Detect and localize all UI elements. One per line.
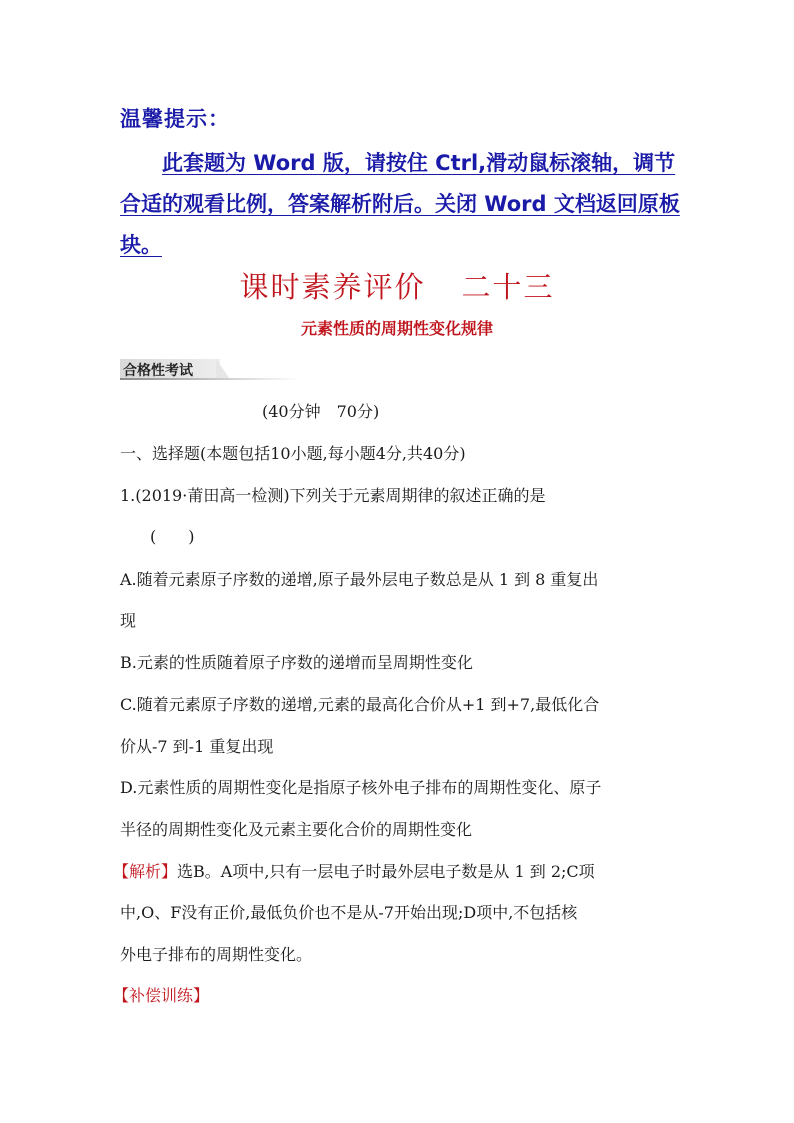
analysis-line1 xyxy=(113,859,673,882)
option-a-line2: 现 xyxy=(120,611,137,630)
supplementary-training-tag: 【补偿训练】 xyxy=(113,986,210,1005)
option-a-line1: A.随着元素原子序数的递增,原子最外层电子数总是从 1 到 8 重复出 xyxy=(120,570,599,589)
analysis-line3: 外电子排布的周期性变化。 xyxy=(120,945,313,964)
analysis-text-1: 选B。A项中,只有一层电子时最外层电子数是从 1 到 2;C项 xyxy=(177,862,595,881)
option-c-line1: C.随着元素原子序数的递增,元素的最高化合价从+1 到+7,最低化合 xyxy=(120,695,600,714)
analysis-line2: 中,O、F没有正价,最低负价也不是从-7开始出现;D项中,不包括核 xyxy=(120,903,578,922)
option-c-line2: 价从-7 到-1 重复出现 xyxy=(120,737,274,756)
option-d-line2: 半径的周期性变化及元素主要化合价的周期性变化 xyxy=(120,820,473,839)
section-tag-slant xyxy=(216,359,230,379)
section-tag xyxy=(120,359,300,381)
option-b: B.元素的性质随着原子序数的递增而呈周期性变化 xyxy=(120,653,473,672)
time-score: (40分钟 70分) xyxy=(262,402,380,421)
tip-title: 温馨提示： xyxy=(120,107,230,131)
lesson-title-left: 课时素养评价 xyxy=(239,270,426,304)
analysis-tag: 【解析】 xyxy=(113,862,178,881)
section-tag-label: 合格性考试 xyxy=(123,363,193,379)
option-d-line1: D.元素性质的周期性变化是指原子核外电子排布的周期性变化、原子 xyxy=(120,778,602,797)
tip-body xyxy=(120,143,680,266)
lesson-title-right: 二十三 xyxy=(461,270,555,304)
tip-body-text: 此套题为 Word 版，请按住 Ctrl,滑动鼠标滚轴，调节合适的观看比例，答案解析附后。关闭 Word 文档返回原板块。 xyxy=(120,151,680,257)
lesson-title xyxy=(0,265,794,306)
question-stem: 1.(2019·莆田高一检测)下列关于元素周期律的叙述正确的是 xyxy=(120,486,546,505)
section-heading: 一、选择题(本题包括10小题,每小题4分,共40分) xyxy=(120,444,466,463)
answer-blank: ( ) xyxy=(150,527,195,546)
lesson-subtitle: 元素性质的周期性变化规律 xyxy=(300,319,493,338)
